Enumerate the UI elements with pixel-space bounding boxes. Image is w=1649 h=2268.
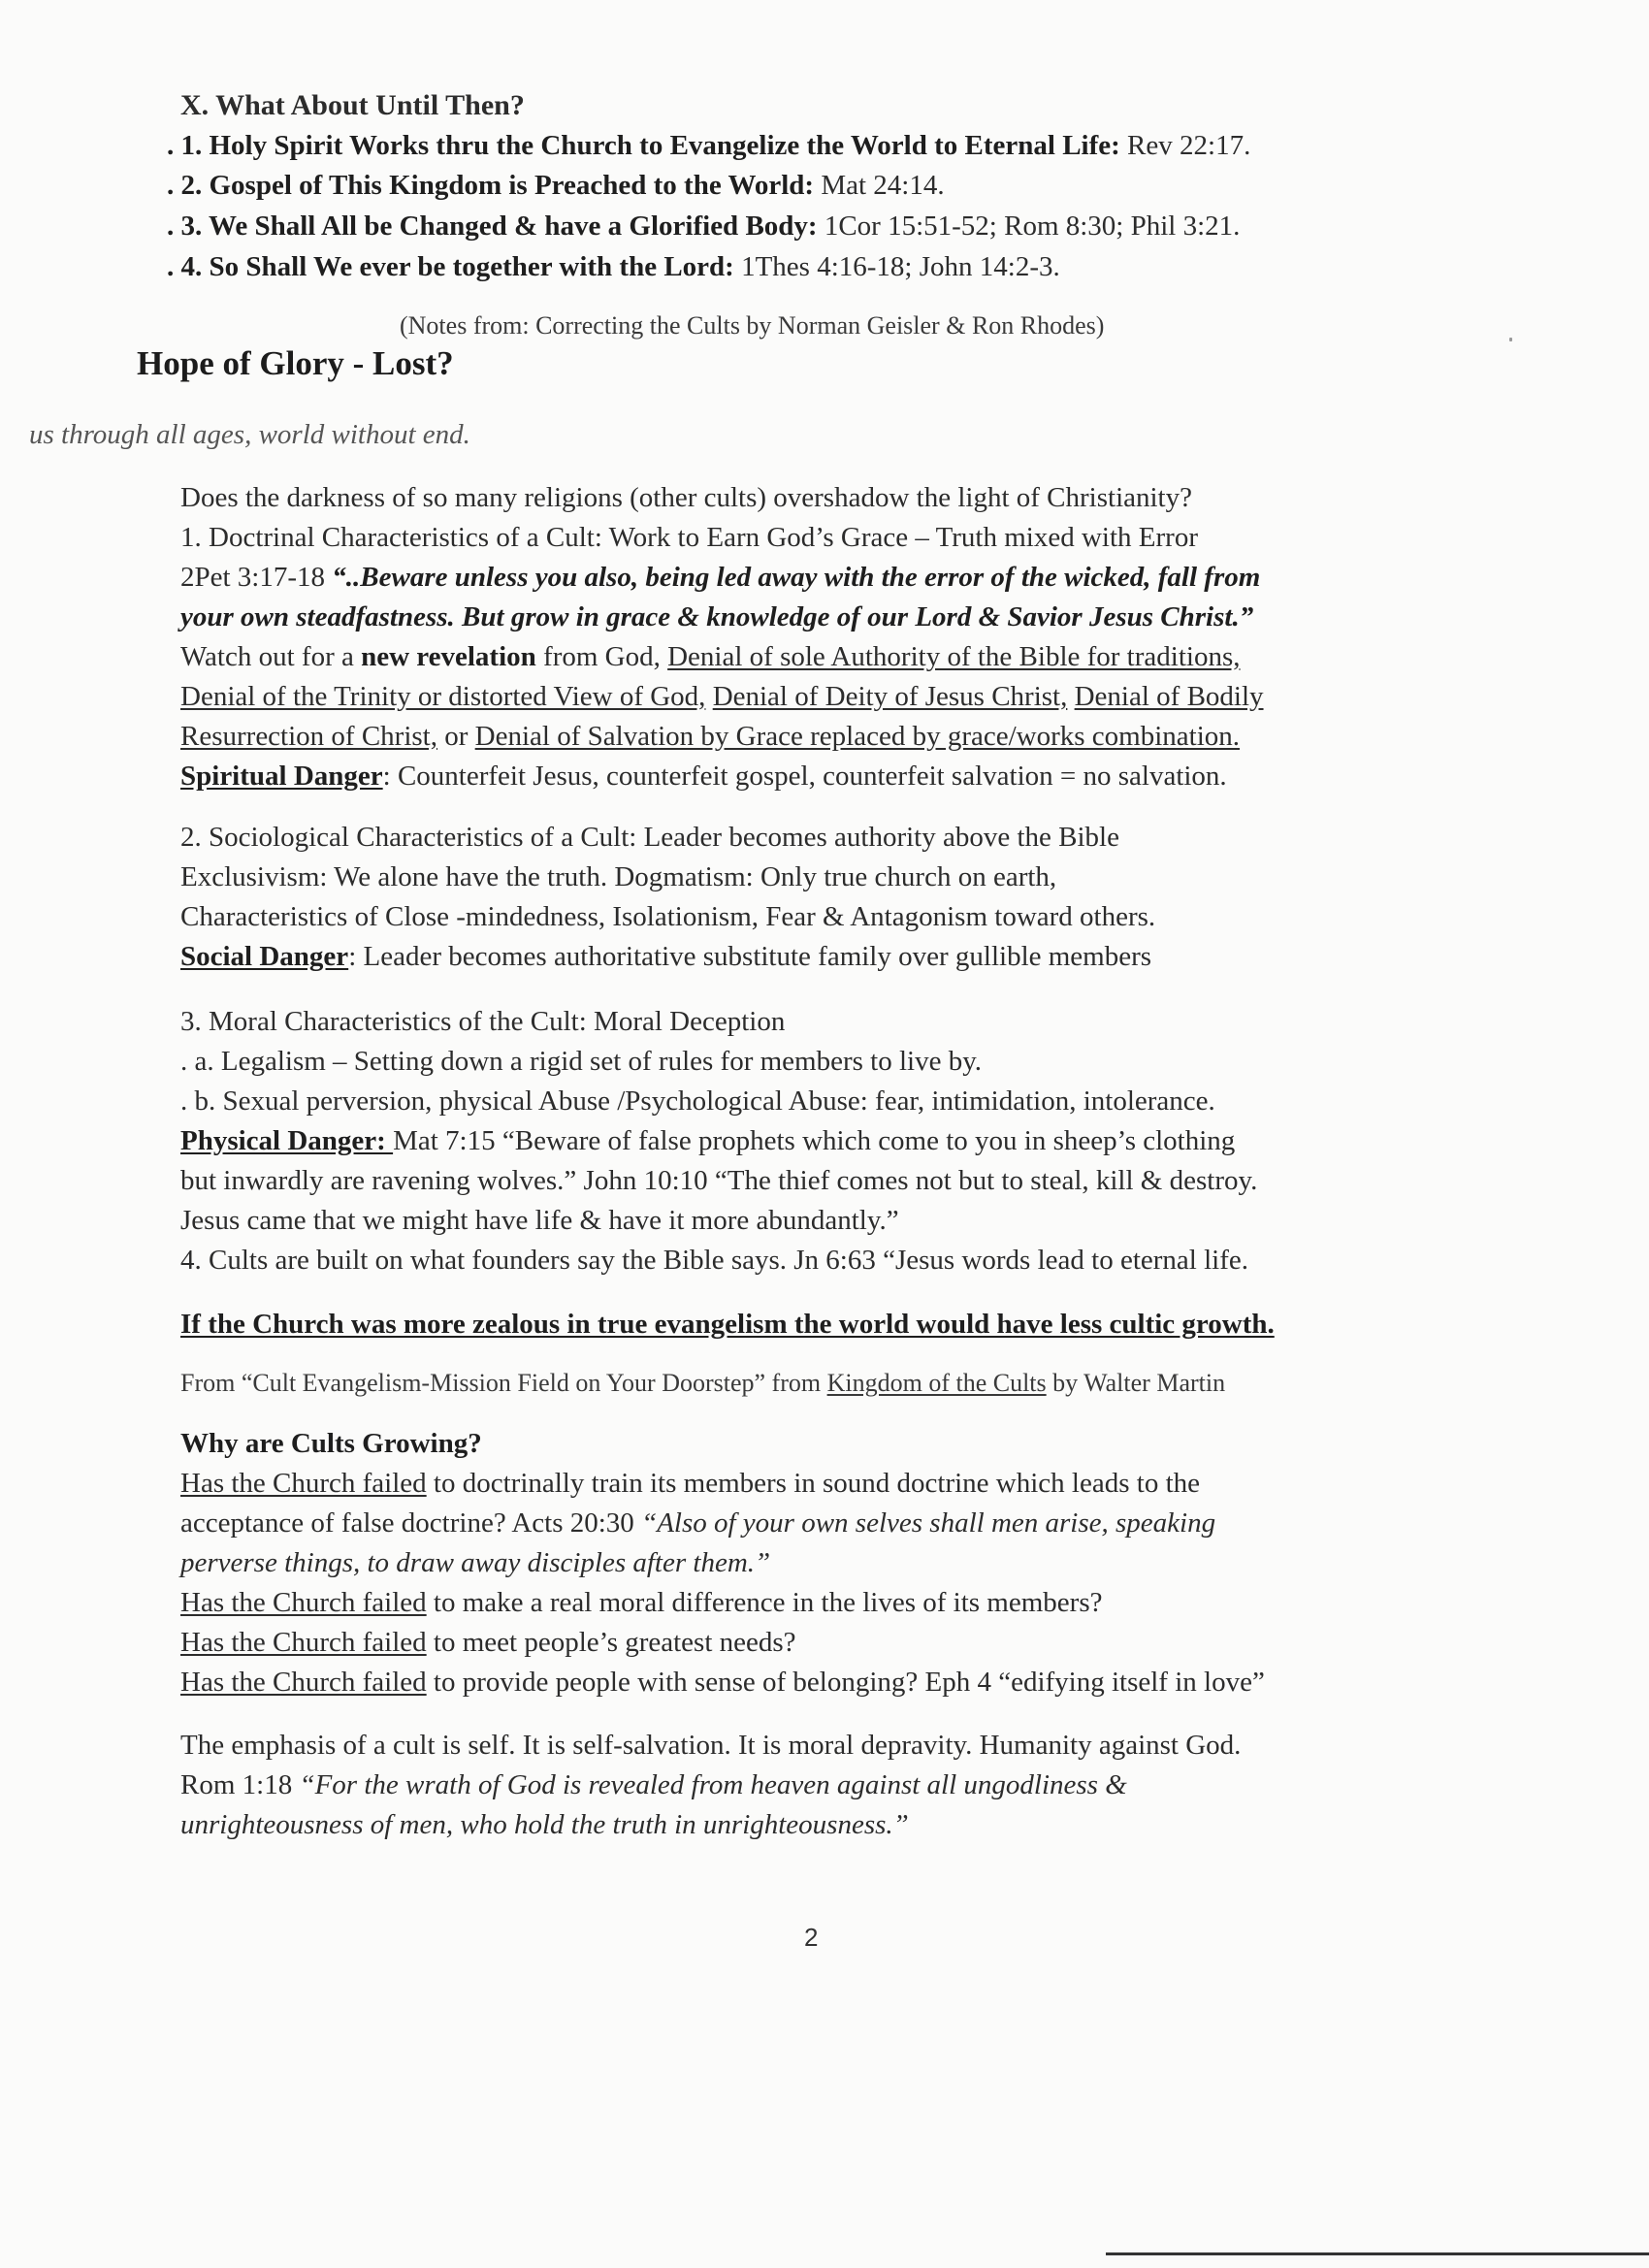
scripture-line-1: [180, 560, 1260, 595]
outline-item-1: [167, 128, 1250, 163]
why-q1-ref: acceptance of false doctrine? Acts 20:30: [180, 1507, 642, 1539]
moral-line-3: . b. Sexual perversion, physical Abuse /Psychological Abuse: fear, intimidation, intolerance.: [180, 1085, 1215, 1117]
source-post: by Walter Martin: [1046, 1369, 1226, 1397]
church-failed: Has the Church failed: [180, 1468, 427, 1499]
moral-line-5: but inwardly are ravening wolves.” John 10:10 “The thief comes not but to steal, kill & destroy.: [180, 1165, 1258, 1196]
resurrection: Resurrection of Christ,: [180, 721, 437, 752]
cropped-fragment: us through all ages, world without end.: [29, 419, 470, 450]
spiritual-danger-line: [180, 759, 1227, 794]
moral-line-1: 3. Moral Characteristics of the Cult: Moral Deception: [180, 1006, 786, 1037]
outline-item-2: [167, 168, 945, 203]
physical-danger-label: Physical Danger:: [180, 1125, 394, 1156]
why-q1-line-2: [180, 1506, 1215, 1540]
source-citation: [180, 1366, 1225, 1401]
outline-item-4: [167, 249, 1060, 284]
emphasis-statement: If the Church was more zealous in true evangelism the world would have less cultic growth.: [180, 1309, 1275, 1340]
scan-speck: [1509, 338, 1512, 341]
scripture-line-2: your own steadfastness. But grow in grace & knowledge of our Lord & Savior Jesus Christ.”: [180, 601, 1254, 632]
intro-line: Does the darkness of so many religions (other cults) overshadow the light of Christianity?: [180, 482, 1192, 513]
page-number: 2: [804, 1923, 819, 1952]
watch-line: [180, 639, 1240, 674]
denial-deity: Denial of Deity of Jesus Christ,: [712, 681, 1068, 712]
closing-quote: “For the wrath of God is revealed from heaven against all ungodliness &: [299, 1769, 1127, 1800]
bullet: .: [167, 130, 175, 161]
bullet: .: [167, 251, 175, 282]
sociological-line-1: 2. Sociological Characteristics of a Cult: Leader becomes authority above the Bible: [180, 822, 1119, 853]
outline-item-3: [167, 209, 1240, 243]
why-q2: [180, 1585, 1102, 1620]
why-q2-text: to make a real moral difference in the lives of its members?: [426, 1587, 1103, 1618]
spiritual-danger-label: Spiritual Danger: [180, 761, 383, 792]
scripture-quote: “..Beware unless you also, being led away with the error of the wicked, fall from: [332, 562, 1261, 593]
denial-authority: Denial of sole Authority of the Bible for traditions,: [667, 641, 1241, 672]
source-book: Kingdom of the Cults: [826, 1369, 1047, 1397]
physical-danger-line: [180, 1123, 1235, 1158]
moral-line-6: Jesus came that we might have life & have it more abundantly.”: [180, 1205, 899, 1236]
source-pre: From “Cult Evangelism-Mission Field on Your Doorstep” from: [180, 1369, 827, 1397]
page-title: Hope of Glory - Lost?: [137, 344, 454, 382]
outline-item-ref: 1Cor 15:51-52; Rom 8:30; Phil 3:21.: [817, 211, 1241, 242]
moral-line-2: . a. Legalism – Setting down a rigid set of rules for members to live by.: [180, 1046, 983, 1077]
bullet: .: [167, 170, 175, 201]
outline-item-title: 3. We Shall All be Changed & have a Glorified Body:: [180, 211, 818, 242]
doctrinal-point: 1. Doctrinal Characteristics of a Cult: Work to Earn God’s Grace – Truth mixed with Error: [180, 522, 1198, 553]
church-failed: Has the Church failed: [180, 1587, 427, 1618]
closing-line-3: unrighteousness of men, who hold the truth in unrighteousness.”: [180, 1809, 909, 1840]
social-danger-line: [180, 939, 1151, 974]
social-danger-text: : Leader becomes authoritative substitute family over gullible members: [348, 941, 1152, 972]
spiritual-danger-text: : Counterfeit Jesus, counterfeit gospel, counterfeit salvation = no salvation.: [382, 761, 1227, 792]
why-q4: [180, 1665, 1265, 1700]
watch-mid: from God,: [535, 641, 668, 672]
social-danger-label: Social Danger: [180, 941, 349, 972]
denial-trinity: Denial of the Trinity or distorted View of God,: [180, 681, 706, 712]
moral-line-7: 4. Cults are built on what founders say the Bible says. Jn 6:63 “Jesus words lead to eternal life.: [180, 1245, 1248, 1276]
bullet: .: [167, 211, 175, 242]
new-revelation: new revelation: [361, 641, 536, 672]
bottom-scan-edge: [1106, 2252, 1649, 2255]
church-failed: Has the Church failed: [180, 1667, 427, 1698]
denial-salvation: Denial of Salvation by Grace replaced by grace/works combination.: [474, 721, 1241, 752]
denial-bodily: Denial of Bodily: [1074, 681, 1264, 712]
resurrection-line: [180, 719, 1240, 754]
closing-ref: Rom 1:18: [180, 1769, 300, 1800]
outline-item-ref: Mat 24:14.: [814, 170, 945, 201]
outline-item-title: 4. So Shall We ever be together with the Lord:: [180, 251, 734, 282]
why-heading: Why are Cults Growing?: [180, 1428, 482, 1459]
section-heading: X. What About Until Then?: [180, 89, 525, 121]
church-failed: Has the Church failed: [180, 1627, 427, 1658]
or-text: or: [436, 721, 475, 752]
outline-item-ref: 1Thes 4:16-18; John 14:2-3.: [733, 251, 1060, 282]
physical-danger-text: Mat 7:15 “Beware of false prophets which come to you in sheep’s clothing: [393, 1125, 1236, 1156]
outline-item-title: 1. Holy Spirit Works thru the Church to Evangelize the World to Eternal Life:: [180, 130, 1120, 161]
why-q1-quote: “Also of your own selves shall men arise, speaking: [641, 1507, 1216, 1539]
watch-text: Watch out for a: [180, 641, 362, 672]
sociological-line-2: Exclusivism: We alone have the truth. Dogmatism: Only true church on earth,: [180, 861, 1057, 892]
outline-item-ref: Rev 22:17.: [1119, 130, 1251, 161]
why-q1-line-1: [180, 1466, 1200, 1501]
why-q1-text: to doctrinally train its members in sound doctrine which leads to the: [426, 1468, 1201, 1499]
why-q3: [180, 1625, 796, 1660]
closing-line-2: [180, 1767, 1127, 1802]
why-q4-text: to provide people with sense of belonging? Eph 4 “edifying itself in love”: [426, 1667, 1265, 1698]
notes-source: (Notes from: Correcting the Cults by Norman Geisler & Ron Rhodes): [400, 311, 1105, 340]
scripture-ref: 2Pet 3:17-18: [180, 562, 333, 593]
why-q3-text: to meet people’s greatest needs?: [426, 1627, 796, 1658]
denial-line: [180, 679, 1264, 714]
closing-line-1: The emphasis of a cult is self. It is self-salvation. It is moral depravity. Humanity against God.: [180, 1730, 1242, 1761]
why-q1-line-3: perverse things, to draw away disciples after them.”: [180, 1547, 771, 1578]
outline-item-title: 2. Gospel of This Kingdom is Preached to the World:: [180, 170, 815, 201]
sociological-line-3: Characteristics of Close -mindedness, Isolationism, Fear & Antagonism toward others.: [180, 901, 1156, 932]
